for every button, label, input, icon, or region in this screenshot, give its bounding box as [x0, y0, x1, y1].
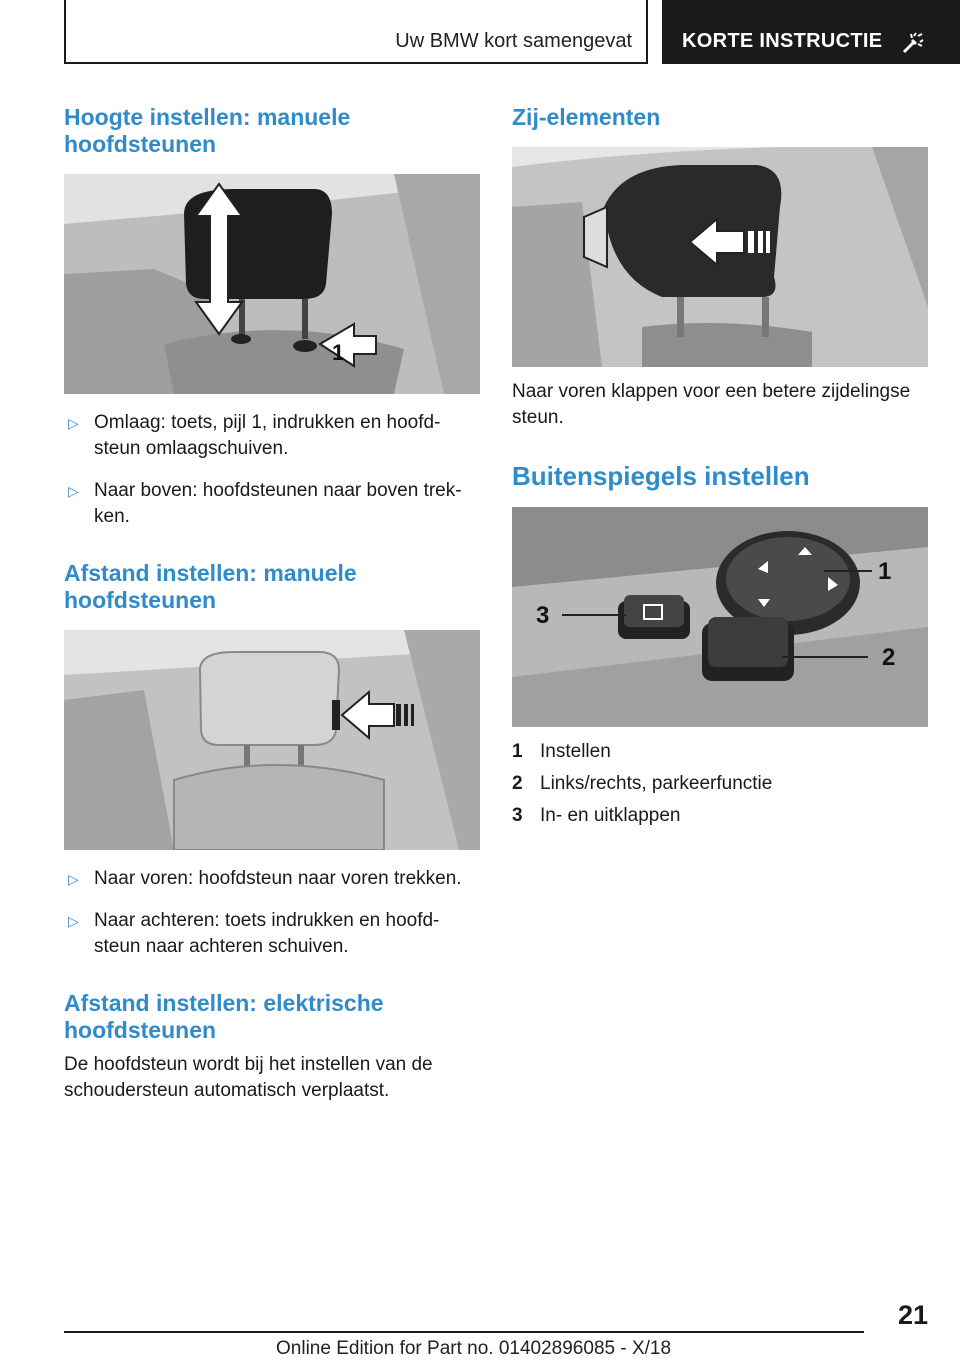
list-item: 2 Links/rechts, parkeerfunctie: [512, 773, 773, 794]
list-item: ▷ Naar boven: hoofdsteunen naar boven trek‐ken.: [68, 480, 462, 527]
list-item: ▷ Omlaag: toets, pijl 1, indrukken en hoofd‐steun omlaagschuiven.: [68, 412, 441, 459]
footer-divider: [64, 1331, 864, 1333]
paragraph-side-elements: Naar voren klappen voor een betere zijdelingse steun.: [512, 381, 911, 428]
footer-edition: Online Edition for Part no. 01402896085 - X/18: [276, 1338, 672, 1359]
heading-distance-electric: Afstand instellen: elektrische hoofdsteunen: [64, 990, 384, 1043]
figure-side-elements: [512, 147, 928, 367]
page-number: 21: [897, 1300, 928, 1330]
list-item: 3 In- en uitklappen: [512, 805, 681, 826]
paragraph-electric: De hoofdsteun wordt bij het instellen van de schoudersteun automatisch verplaatst.: [64, 1054, 433, 1101]
figure-mirror-controls: [512, 507, 928, 727]
wand-icon: [900, 30, 926, 56]
callout-3: 3: [536, 602, 550, 629]
legend-list: [512, 739, 928, 829]
header-section-box: [64, 0, 648, 64]
list-height-steps: [64, 410, 480, 530]
list-item: 1 Instellen: [512, 741, 611, 762]
callout-2: 2: [882, 644, 896, 671]
chapter-tab: [662, 0, 960, 64]
heading-mirrors: Buitenspiegels instellen: [512, 461, 810, 491]
left-column: [64, 104, 480, 1104]
section-title: Uw BMW kort samengevat: [395, 30, 632, 52]
list-distance-steps: [64, 866, 480, 960]
heading-distance-manual: Afstand instellen: manuele hoofdsteunen: [64, 560, 357, 613]
list-item: ▷ Naar achteren: toets indrukken en hoofd‐steun naar achteren schuiven.: [68, 910, 440, 957]
figure-headrest-height: [64, 174, 480, 394]
callout-1: 1: [878, 558, 892, 585]
callout-1: 1: [332, 340, 345, 365]
list-item: ▷ Naar voren: hoofdsteun naar voren trekken.: [68, 868, 462, 889]
right-column: [512, 104, 928, 835]
heading-height-manual: Hoogte instellen: manuele hoofdsteunen: [64, 104, 351, 157]
chapter-title: KORTE INSTRUCTIE: [682, 30, 883, 52]
heading-side-elements: Zij-elementen: [512, 104, 661, 130]
figure-headrest-distance: [64, 630, 480, 850]
